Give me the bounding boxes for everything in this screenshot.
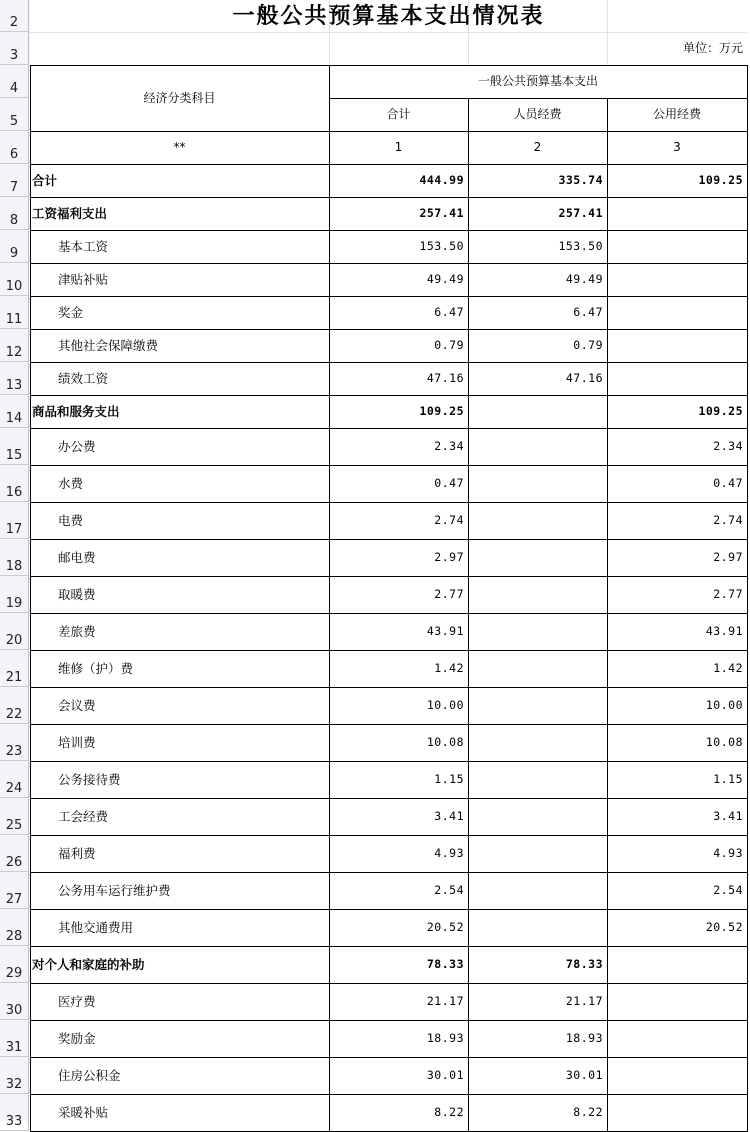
cell-total[interactable]: 10.08 bbox=[426, 735, 464, 749]
row-label[interactable]: 奖励金 bbox=[58, 1031, 96, 1046]
cell-public[interactable]: 2.74 bbox=[713, 513, 743, 527]
row-label[interactable]: 工会经费 bbox=[58, 809, 109, 824]
cell-total[interactable]: 43.91 bbox=[426, 624, 464, 638]
cell-public[interactable] bbox=[607, 230, 747, 263]
cell-public[interactable]: 1.15 bbox=[713, 772, 743, 786]
row-label[interactable]: 水费 bbox=[58, 476, 84, 491]
cell-total[interactable]: 257.41 bbox=[419, 206, 464, 220]
grid-line bbox=[30, 1094, 747, 1095]
row-number-label: 33 bbox=[5, 1114, 23, 1129]
row-number[interactable] bbox=[0, 0, 29, 32]
row-number-label: 7 bbox=[9, 180, 19, 195]
row-number[interactable] bbox=[0, 872, 29, 909]
cell-total[interactable]: 6.47 bbox=[434, 305, 464, 319]
row-number[interactable] bbox=[0, 835, 29, 872]
grid-line bbox=[30, 724, 747, 725]
cell-public[interactable]: 2.54 bbox=[713, 883, 743, 897]
cell-total[interactable]: 4.93 bbox=[434, 846, 464, 860]
row-number-label: 14 bbox=[5, 411, 23, 426]
row-number[interactable] bbox=[0, 329, 29, 362]
cell-personnel[interactable] bbox=[468, 539, 607, 576]
row-label[interactable]: 工资福利支出 bbox=[32, 206, 108, 221]
cell-total[interactable]: 10.00 bbox=[426, 698, 464, 712]
row-number-label: 8 bbox=[9, 213, 19, 228]
cell-total[interactable]: 2.54 bbox=[434, 883, 464, 897]
row-number[interactable] bbox=[0, 230, 29, 263]
row-number[interactable] bbox=[0, 395, 29, 428]
row-number[interactable] bbox=[0, 131, 29, 164]
row-label[interactable]: 医疗费 bbox=[58, 994, 96, 1009]
cell-total[interactable]: 3.41 bbox=[434, 809, 464, 823]
grid-line bbox=[30, 687, 747, 688]
row-label[interactable]: 商品和服务支出 bbox=[32, 404, 120, 419]
row-number[interactable] bbox=[0, 32, 29, 65]
cell-public[interactable] bbox=[607, 1057, 747, 1094]
cell-public[interactable]: 43.91 bbox=[705, 624, 743, 638]
cell-personnel[interactable] bbox=[468, 909, 607, 946]
row-number-label: 5 bbox=[9, 114, 19, 129]
row-label[interactable]: 住房公积金 bbox=[58, 1068, 121, 1083]
row-label[interactable]: 取暖费 bbox=[58, 587, 96, 602]
row-label[interactable]: 奖金 bbox=[58, 305, 84, 320]
row-label[interactable]: 其他社会保障缴费 bbox=[58, 338, 159, 353]
row-number-label: 32 bbox=[5, 1077, 23, 1092]
grid-line bbox=[30, 329, 747, 330]
header-group[interactable]: 一般公共预算基本支出 bbox=[477, 74, 598, 88]
row-number-label: 13 bbox=[5, 378, 23, 393]
row-number[interactable] bbox=[0, 296, 29, 329]
row-number[interactable] bbox=[0, 909, 29, 946]
row-number[interactable] bbox=[0, 1094, 29, 1131]
grid-line bbox=[329, 65, 330, 1132]
header-total[interactable]: 合计 bbox=[386, 107, 411, 121]
cell-total[interactable]: 1.42 bbox=[434, 661, 464, 675]
row-number[interactable] bbox=[0, 164, 29, 197]
row-number-label: 22 bbox=[5, 707, 23, 722]
row-number[interactable] bbox=[0, 65, 29, 98]
grid-line bbox=[30, 296, 747, 297]
cell-total[interactable]: 8.22 bbox=[434, 1105, 464, 1119]
row-number-label: 17 bbox=[5, 522, 23, 537]
row-label[interactable]: 差旅费 bbox=[58, 624, 96, 639]
cell-personnel[interactable] bbox=[468, 687, 607, 724]
row-number[interactable] bbox=[0, 613, 29, 650]
row-number[interactable] bbox=[0, 983, 29, 1020]
row-number[interactable] bbox=[0, 650, 29, 687]
cell-personnel[interactable] bbox=[468, 761, 607, 798]
grid-line bbox=[30, 197, 747, 198]
cell-total[interactable]: 20.52 bbox=[426, 920, 464, 934]
row-number[interactable] bbox=[0, 1057, 29, 1094]
row-number-label: 15 bbox=[5, 448, 23, 463]
cell-public[interactable]: 2.77 bbox=[713, 587, 743, 601]
row-number-label: 6 bbox=[9, 147, 19, 162]
cell-total[interactable]: 2.77 bbox=[434, 587, 464, 601]
grid-line bbox=[30, 798, 747, 799]
cell-total[interactable]: 1.15 bbox=[434, 772, 464, 786]
cell-personnel[interactable]: 49.49 bbox=[565, 272, 603, 286]
cell-public[interactable] bbox=[607, 362, 747, 395]
row-number-label: 30 bbox=[5, 1003, 23, 1018]
grid-line bbox=[30, 872, 747, 873]
row-number[interactable] bbox=[0, 502, 29, 539]
row-number-label: 2 bbox=[9, 15, 19, 30]
cell-total[interactable]: 2.97 bbox=[434, 550, 464, 564]
cell-public[interactable]: 4.93 bbox=[713, 846, 743, 860]
grid-line bbox=[30, 65, 31, 1132]
row-number[interactable] bbox=[0, 263, 29, 296]
row-label[interactable]: 公务接待费 bbox=[58, 772, 121, 787]
cell-total[interactable]: 2.74 bbox=[434, 513, 464, 527]
row-label[interactable]: 培训费 bbox=[58, 735, 96, 750]
grid-line bbox=[30, 1057, 747, 1058]
cell-public[interactable]: 10.08 bbox=[705, 735, 743, 749]
cell-total[interactable]: 153.50 bbox=[419, 239, 464, 253]
row-number[interactable] bbox=[0, 946, 29, 983]
row-label[interactable]: 办公费 bbox=[58, 439, 96, 454]
row-number-label: 23 bbox=[5, 744, 23, 759]
unit-label[interactable]: 单位：万元 bbox=[682, 41, 743, 55]
cell-public[interactable] bbox=[607, 1020, 747, 1057]
row-label[interactable]: 维修（护）费 bbox=[58, 661, 134, 676]
row-number[interactable] bbox=[0, 576, 29, 613]
row-number[interactable] bbox=[0, 687, 29, 724]
cell-personnel[interactable]: 6.47 bbox=[573, 305, 603, 319]
cell-total[interactable]: 444.99 bbox=[419, 173, 464, 187]
cell-public[interactable]: 3.41 bbox=[713, 809, 743, 823]
cell-public[interactable]: 109.25 bbox=[698, 404, 743, 418]
grid-line bbox=[329, 98, 747, 99]
grid-line bbox=[30, 539, 747, 540]
cell-total[interactable]: 21.17 bbox=[426, 994, 464, 1008]
header-public[interactable]: 公用经费 bbox=[652, 107, 701, 121]
grid-line bbox=[30, 362, 747, 363]
index-cell[interactable]: 2 bbox=[533, 140, 542, 154]
row-number-label: 26 bbox=[5, 855, 23, 870]
grid-line bbox=[30, 909, 747, 910]
row-number-label: 4 bbox=[9, 81, 19, 96]
grid-line bbox=[30, 576, 747, 577]
cell-personnel[interactable]: 8.22 bbox=[573, 1105, 603, 1119]
cell-public[interactable]: 109.25 bbox=[698, 173, 743, 187]
cell-total[interactable]: 0.79 bbox=[434, 338, 464, 352]
row-number[interactable] bbox=[0, 197, 29, 230]
grid-line bbox=[607, 98, 608, 1132]
grid-line bbox=[30, 164, 747, 165]
cell-personnel[interactable]: 18.93 bbox=[565, 1031, 603, 1045]
cell-total[interactable]: 18.93 bbox=[426, 1031, 464, 1045]
row-label[interactable]: 合计 bbox=[32, 173, 58, 188]
cell-public[interactable]: 1.42 bbox=[713, 661, 743, 675]
row-number-label: 18 bbox=[5, 559, 23, 574]
row-label[interactable]: 津贴补贴 bbox=[58, 272, 109, 287]
cell-public[interactable] bbox=[607, 983, 747, 1020]
row-number-label: 16 bbox=[5, 485, 23, 500]
grid-line bbox=[30, 502, 747, 503]
row-number-label: 27 bbox=[5, 892, 23, 907]
cell-personnel[interactable]: 335.74 bbox=[558, 173, 603, 187]
cell-personnel[interactable] bbox=[468, 576, 607, 613]
row-header-column bbox=[0, 0, 30, 1129]
row-number[interactable] bbox=[0, 724, 29, 761]
cell-personnel[interactable]: 21.17 bbox=[565, 994, 603, 1008]
index-cell[interactable]: 3 bbox=[673, 140, 681, 154]
page-title[interactable]: 一般公共预算基本支出情况表 bbox=[232, 3, 545, 29]
cell-public[interactable] bbox=[607, 263, 747, 296]
row-label[interactable]: 其他交通费用 bbox=[58, 920, 134, 935]
cell-public[interactable] bbox=[607, 1094, 747, 1131]
cell-public[interactable] bbox=[607, 946, 747, 983]
grid-line bbox=[747, 65, 748, 1132]
row-number-label: 25 bbox=[5, 818, 23, 833]
grid-line bbox=[30, 428, 747, 429]
cell-personnel[interactable] bbox=[468, 835, 607, 872]
index-cell[interactable]: 1 bbox=[394, 140, 403, 154]
cell-personnel[interactable] bbox=[468, 724, 607, 761]
row-number[interactable] bbox=[0, 761, 29, 798]
grid-line bbox=[30, 263, 747, 264]
cell-total[interactable]: 109.25 bbox=[419, 404, 464, 418]
row-number[interactable] bbox=[0, 539, 29, 576]
cell-public[interactable]: 10.00 bbox=[705, 698, 743, 712]
cell-personnel[interactable]: 153.50 bbox=[558, 239, 603, 253]
cell-personnel[interactable] bbox=[468, 872, 607, 909]
grid-line bbox=[30, 230, 747, 231]
row-label[interactable]: 邮电费 bbox=[58, 550, 96, 565]
row-label[interactable]: 福利费 bbox=[58, 846, 96, 861]
cell-total[interactable]: 47.16 bbox=[426, 371, 464, 385]
cell-public[interactable] bbox=[607, 329, 747, 362]
cell-personnel[interactable] bbox=[468, 798, 607, 835]
row-number-label: 24 bbox=[5, 781, 23, 796]
row-label[interactable]: 电费 bbox=[58, 513, 84, 528]
row-label[interactable]: 基本工资 bbox=[58, 239, 109, 254]
grid-line bbox=[30, 465, 747, 466]
row-label[interactable]: 采暖补贴 bbox=[58, 1105, 109, 1120]
row-number[interactable] bbox=[0, 98, 29, 131]
cell-total[interactable]: 78.33 bbox=[426, 957, 464, 971]
row-number[interactable] bbox=[0, 798, 29, 835]
row-number-label: 9 bbox=[9, 246, 19, 261]
cell-personnel[interactable] bbox=[468, 613, 607, 650]
cell-personnel[interactable]: 0.79 bbox=[573, 338, 603, 352]
cell-personnel[interactable] bbox=[468, 465, 607, 502]
header-category[interactable]: 经济分类科目 bbox=[143, 91, 216, 105]
cell-total[interactable]: 0.47 bbox=[434, 476, 464, 490]
grid-line bbox=[468, 98, 469, 1132]
cell-personnel[interactable] bbox=[468, 650, 607, 687]
row-number-label: 12 bbox=[5, 345, 23, 360]
row-number-label: 19 bbox=[5, 596, 23, 611]
grid-line bbox=[30, 1020, 747, 1021]
grid-line bbox=[30, 983, 747, 984]
header-personnel[interactable]: 人员经费 bbox=[513, 107, 562, 121]
cell-personnel[interactable]: 30.01 bbox=[565, 1068, 603, 1082]
cell-personnel[interactable]: 47.16 bbox=[565, 371, 603, 385]
cell-total[interactable]: 30.01 bbox=[426, 1068, 464, 1082]
row-number-label: 3 bbox=[9, 48, 19, 63]
row-number-label: 21 bbox=[5, 670, 23, 685]
row-number-label: 29 bbox=[5, 966, 23, 981]
row-label[interactable]: 公务用车运行维护费 bbox=[58, 883, 171, 898]
row-number-label: 11 bbox=[5, 312, 23, 327]
grid-line bbox=[30, 835, 747, 836]
grid-line bbox=[30, 946, 747, 947]
grid-line bbox=[30, 650, 747, 651]
row-number-label: 31 bbox=[5, 1040, 23, 1055]
cell-personnel[interactable]: 78.33 bbox=[565, 957, 603, 971]
cell-personnel[interactable] bbox=[468, 502, 607, 539]
cell-public[interactable] bbox=[607, 197, 747, 230]
cell-public[interactable]: 2.34 bbox=[713, 439, 743, 453]
cell-public[interactable] bbox=[607, 296, 747, 329]
grid-line bbox=[30, 131, 747, 132]
cell-personnel[interactable] bbox=[468, 395, 607, 428]
row-number-label: 10 bbox=[5, 279, 23, 294]
grid-line bbox=[30, 613, 747, 614]
cell-total[interactable]: 49.49 bbox=[426, 272, 464, 286]
cell-personnel[interactable] bbox=[468, 428, 607, 465]
grid-line bbox=[30, 65, 747, 66]
cell-personnel[interactable]: 257.41 bbox=[558, 206, 603, 220]
grid-line bbox=[30, 761, 747, 762]
row-label[interactable]: 绩效工资 bbox=[58, 371, 109, 386]
row-number[interactable] bbox=[0, 1020, 29, 1057]
index-cell[interactable]: ** bbox=[173, 140, 186, 154]
cell-public[interactable]: 2.97 bbox=[713, 550, 743, 564]
row-number[interactable] bbox=[0, 428, 29, 465]
row-number[interactable] bbox=[0, 465, 29, 502]
row-label[interactable]: 对个人和家庭的补助 bbox=[32, 957, 145, 972]
row-number-label: 20 bbox=[5, 633, 23, 648]
cell-total[interactable]: 2.34 bbox=[434, 439, 464, 453]
cell-public[interactable]: 20.52 bbox=[705, 920, 743, 934]
cell-public[interactable]: 0.47 bbox=[713, 476, 743, 490]
row-number-label: 28 bbox=[5, 929, 23, 944]
row-number[interactable] bbox=[0, 362, 29, 395]
grid-line bbox=[30, 395, 747, 396]
row-label[interactable]: 会议费 bbox=[58, 698, 96, 713]
